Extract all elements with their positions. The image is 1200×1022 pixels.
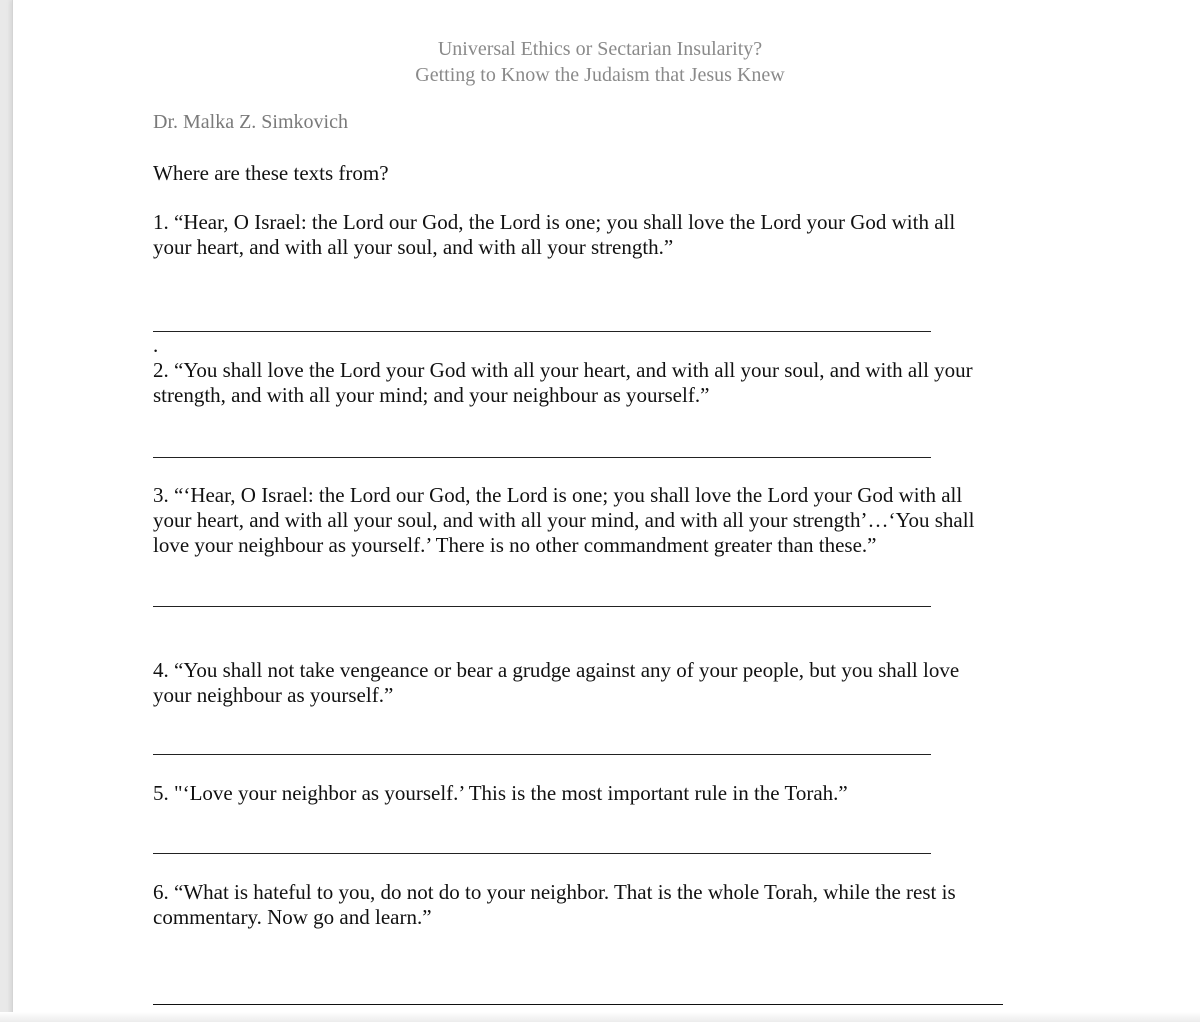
- title-line-2: Getting to Know the Judaism that Jesus Knew: [415, 64, 785, 86]
- author-name: Dr. Malka Z. Simkovich: [153, 111, 348, 133]
- worksheet-prompt: Where are these texts from?: [153, 161, 389, 185]
- document-title: [0, 36, 1200, 88]
- question-6: 6. “What is hateful to you, do not do to your neighbor. That is the whole Torah, while the rest is commentary. Now go and learn.”: [153, 880, 956, 929]
- answer-line-2[interactable]: [153, 457, 931, 458]
- answer-line-6[interactable]: [153, 1004, 1003, 1005]
- question-5: 5. "‘Love your neighbor as yourself.’ This is the most important rule in the Torah.”: [153, 781, 848, 805]
- stray-period: .: [153, 333, 159, 357]
- question-3: 3. “‘Hear, O Israel: the Lord our God, the Lord is one; you shall love the Lord your God with all your heart, and with all your soul, and with all your mind, and with all your strength’…‘You shall love your neighbour as yourself.’ There is no other commandment greater than these.”: [153, 483, 975, 557]
- answer-line-4[interactable]: [153, 754, 931, 755]
- title-line-1: Universal Ethics or Sectarian Insularity?: [437, 38, 763, 60]
- answer-line-3[interactable]: [153, 606, 931, 607]
- page-bottom-edge: [0, 1012, 1200, 1022]
- answer-line-1[interactable]: [153, 331, 931, 332]
- question-2: 2. “You shall love the Lord your God with all your heart, and with all your soul, and with all your strength, and with all your mind; and your neighbour as yourself.”: [153, 358, 973, 407]
- question-4: 4. “You shall not take vengeance or bear a grudge against any of your people, but you shall love your neighbour as yourself.”: [153, 658, 960, 707]
- question-1: 1. “Hear, O Israel: the Lord our God, the Lord is one; you shall love the Lord your God with all your heart, and with all your soul, and with all your strength.”: [153, 210, 956, 259]
- answer-line-5[interactable]: [153, 853, 931, 854]
